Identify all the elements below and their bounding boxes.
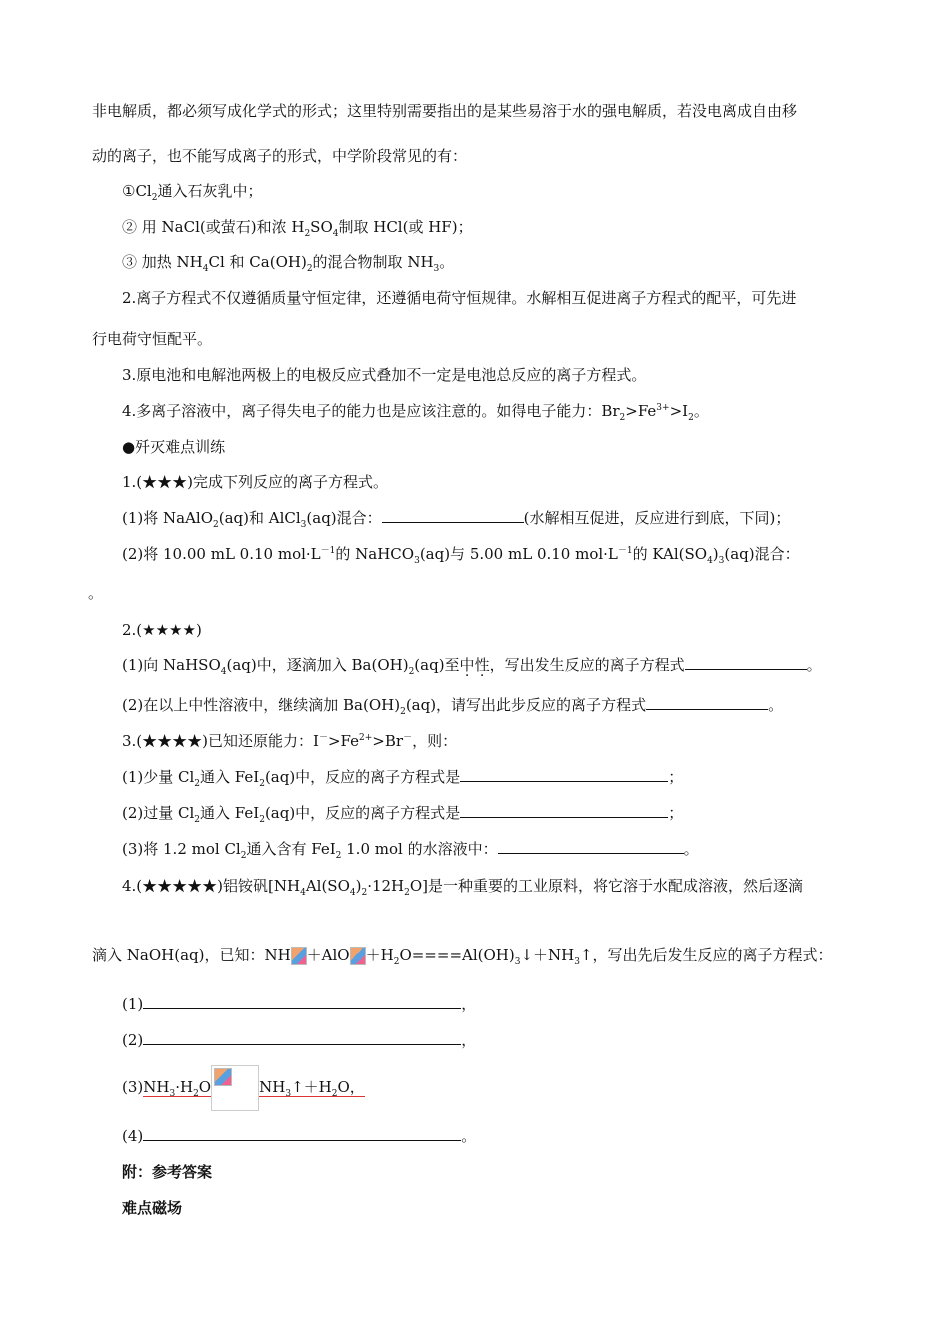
answer-blank[interactable] [143, 1126, 461, 1141]
intro-line-2: 动的离子，也不能写成离子的形式，中学阶段常见的有： [92, 147, 468, 165]
q4-answer-1: (1) ， [122, 995, 477, 1013]
answer-blank[interactable] [382, 508, 524, 523]
q4-heading: 4.(★★★★★)铝铵矾$[NH_4Al(SO_4)_2\cdot 12H_2O]$是一种重要的工业原料，将它溶于水配成溶液，然后逐滴 [122, 877, 804, 898]
q4-answer-4: (4) 。 [122, 1127, 477, 1145]
note-3: 3.原电池和电解池两极上的电极反应式叠加不一定是电池总反应的离子方程式。 [122, 366, 647, 384]
answer-blank[interactable] [498, 839, 684, 854]
q4-answer-3: $(3)NH_3\cdot H_2O$ $NH_3↑+H_2O$， [122, 1065, 365, 1111]
q3-part-2: (2)过量 $Cl_2$通入 FeI$_2$(aq)中，反应的离子方程式是 ； [122, 804, 684, 825]
answer-blank[interactable] [143, 994, 461, 1009]
appendix-subtitle: 难点磁场 [122, 1199, 183, 1217]
q2-part-1: (1)向 NaHSO$_4$(aq)中，逐滴加入 $Ba(OH)_2(aq)$至中性，写出发生反应的离子方程式 。 [122, 656, 822, 677]
note-4: 4.多离子溶液中，离子得失电子的能力也是应该注意的。如得电子能力：$Br_2>Fe^{3+}>I_2$。 [122, 402, 709, 423]
image-placeholder-icon [211, 1065, 259, 1111]
q3-heading: 3.(★★★★)已知还原能力：$I^->Fe^{2+}>Br^-$，则： [122, 732, 458, 750]
intro-line-1: 非电解质，都必须写成化学式的形式；这里特别需要指出的是某些易溶于水的强电解质，若没电离成自由移 [92, 102, 798, 120]
appendix-title: 附：参考答案 [122, 1163, 213, 1181]
note-2-line-2: 行电荷守恒配平。 [92, 330, 213, 348]
case-1: $①Cl_2$通入石灰乳中； [122, 182, 263, 203]
answer-blank[interactable] [646, 695, 768, 710]
q1-part-2: (2)将 10.00 mL 0.10 $mol\cdot L^{-1}$的 NaHCO$_3$(aq)与 5.00 mL 0.10 $mol\cdot L^{-1}$的 $KAl(SO_4)_3(aq)$混合： [122, 545, 800, 566]
q1-part-2-end: 。 [88, 584, 104, 602]
image-placeholder-icon [291, 947, 307, 965]
q2-heading: 2.(★★★★) [122, 621, 202, 639]
note-2-line-1: 2.离子方程式不仅遵循质量守恒定律，还遵循电荷守恒规律。水解相互促进离子方程式的配平，可先进 [122, 289, 797, 307]
answer-blank[interactable] [460, 803, 668, 818]
section-title: ●歼灭难点训练 [122, 438, 226, 456]
q3-part-3: (3)将 1.2 mol $Cl_2$通入含有 FeI$_2$ 1.0 mol 的水溶液中： 。 [122, 840, 699, 861]
answer-blank[interactable] [685, 655, 807, 670]
q3-part-1: (1)少量 $Cl_2$通入 FeI$_2$(aq)中，反应的离子方程式是 ； [122, 768, 684, 789]
q1-heading: 1.(★★★)完成下列反应的离子方程式。 [122, 473, 389, 491]
q2-part-2: (2)在以上中性溶液中，继续滴加 $Ba(OH)_2(aq)$，请写出此步反应的离子方程式 。 [122, 696, 784, 717]
answer-blank[interactable] [143, 1030, 461, 1045]
q4-answer-2: (2) ， [122, 1031, 477, 1049]
image-placeholder-icon [350, 947, 366, 965]
q4-line-2: 滴入 NaOH(aq)，已知：NH $+AlO +H_2O====Al(OH)_3↓+NH_3↑$，写出先后发生反应的离子方程式： [92, 946, 833, 967]
case-3: ③ 加热 $NH_4Cl$ 和 $Ca(OH)_2$的混合物制取 $NH_3$。 [122, 253, 455, 274]
case-2: ② 用 NaCl(或萤石)和浓 $H_2SO_4$制取 HCl(或 HF)； [122, 218, 473, 239]
answer-blank[interactable] [460, 767, 668, 782]
q1-part-1: (1)将 NaAlO$_2$(aq)和 AlCl$_3$(aq)混合： (水解相互促进，反应进行到底，下同)； [122, 509, 791, 530]
